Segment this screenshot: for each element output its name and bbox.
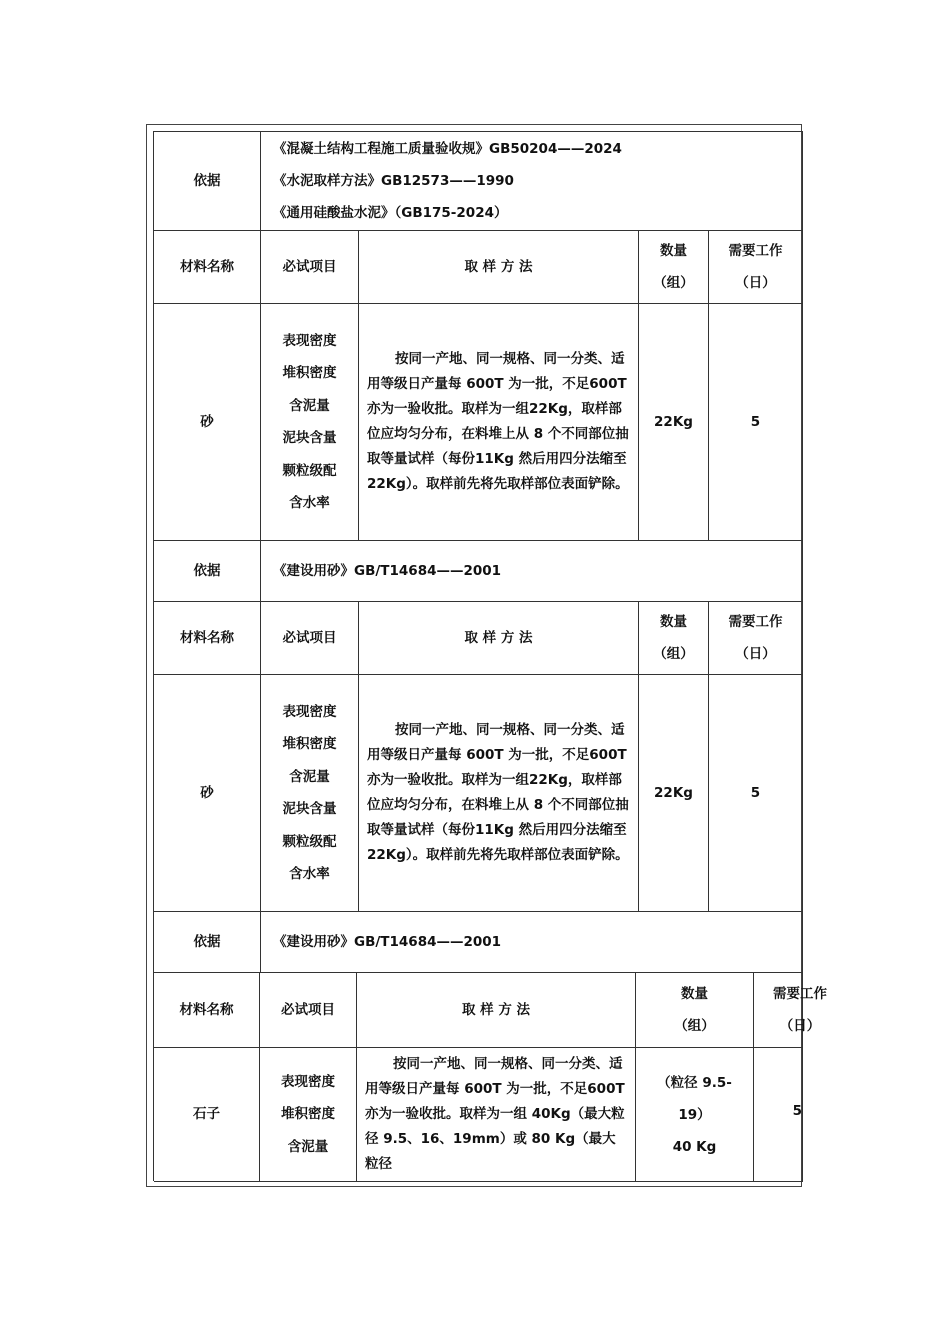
basis-label-cell <box>154 912 261 973</box>
basis-line: 《混凝土结构工程施工质量验收规》GB50204——2024 <box>273 141 622 157</box>
header-material <box>154 973 260 1048</box>
row-qty <box>639 675 709 912</box>
row-tests <box>261 675 359 912</box>
row-material <box>154 1048 260 1182</box>
header-days-unit: （日） <box>735 275 776 291</box>
row-qty <box>636 1048 754 1182</box>
header-material-label: 材料名称 <box>180 629 234 646</box>
header-days-label: 需要工作 <box>728 243 783 259</box>
basis-line: 《建设用砂》GB/T14684——2001 <box>273 933 502 950</box>
basis-label: 依据 <box>193 933 221 950</box>
header-material <box>154 231 261 304</box>
test-item: 泥块含量 <box>282 801 337 817</box>
header-qty <box>639 602 709 675</box>
basis-label: 依据 <box>193 172 221 189</box>
header-qty-unit: （组） <box>653 646 694 662</box>
header-qty <box>636 973 754 1048</box>
test-item: 泥块含量 <box>282 430 337 446</box>
material-name: 石子 <box>193 1106 220 1122</box>
test-item: 含泥量 <box>289 768 330 785</box>
test-item: 堆积密度 <box>281 1106 335 1123</box>
basis-label: 依据 <box>193 562 221 579</box>
basis-line: 《建设用砂》GB/T14684——2001 <box>273 562 502 579</box>
header-days-unit: （日） <box>735 646 776 662</box>
test-item: 颗粒级配 <box>282 833 337 850</box>
header-tests-label: 必试项目 <box>282 629 337 646</box>
test-item: 含水率 <box>289 866 330 882</box>
test-item: 表现密度 <box>282 332 337 349</box>
header-qty-label: 数量 <box>681 986 708 1002</box>
row-tests <box>260 1048 357 1182</box>
header-tests-label: 必试项目 <box>281 1001 335 1018</box>
header-qty-unit: （组） <box>674 1018 715 1034</box>
material-name: 砂 <box>200 413 214 430</box>
row-qty <box>639 304 709 541</box>
basis-content-cell <box>261 541 803 602</box>
header-tests <box>261 602 359 675</box>
test-item: 堆积密度 <box>282 736 337 752</box>
method-text: 按同一产地、同一规格、同一分类、适用等级日产量每 600T 为一批，不足600T 亦为一验收批。取样为一组22Kg，取样部位应均匀分布，在料堆上从 8 个不同部位抽取等量试样（每份11Kg 然后用四分法缩至 22Kg）。取样前先将先取样部位表面铲除。 <box>367 722 629 863</box>
row-tests <box>261 304 359 541</box>
row-days <box>754 1048 803 1182</box>
material-name: 砂 <box>200 784 214 801</box>
days-value: 5 <box>750 784 761 801</box>
method-text: 按同一产地、同一规格、同一分类、适用等级日产量每 600T 为一批，不足600T 亦为一验收批。取样为一组 40Kg（最大粒径 9.5、16、19mm）或 80 Kg（最大粒径 <box>365 1056 625 1172</box>
qty-value: 22Kg <box>654 413 693 430</box>
header-qty <box>639 231 709 304</box>
header-method <box>359 231 639 304</box>
header-days-label: 需要工作 <box>773 986 827 1002</box>
sampling-table <box>153 131 827 1181</box>
test-item: 表现密度 <box>282 703 337 720</box>
header-method-label: 取 样 方 法 <box>464 258 533 275</box>
row-days <box>709 304 803 541</box>
test-item: 堆积密度 <box>282 365 337 381</box>
row-method <box>359 675 639 912</box>
qty-line: （粒径 9.5- <box>657 1074 732 1091</box>
row-material <box>154 304 261 541</box>
qty-value: 22Kg <box>654 784 693 801</box>
header-material <box>154 602 261 675</box>
header-method <box>359 602 639 675</box>
test-item: 含水率 <box>289 495 330 511</box>
header-qty-label: 数量 <box>660 243 687 259</box>
basis-content-cell <box>261 912 803 973</box>
header-days-label: 需要工作 <box>728 614 783 630</box>
days-value: 5 <box>750 413 761 430</box>
header-tests-label: 必试项目 <box>282 258 337 275</box>
test-item: 含泥量 <box>289 397 330 414</box>
header-tests <box>260 973 357 1048</box>
basis-line: 《水泥取样方法》GB12573——1990 <box>273 173 514 189</box>
header-method-label: 取 样 方 法 <box>464 629 533 646</box>
row-method <box>357 1048 636 1182</box>
header-material-label: 材料名称 <box>180 258 234 275</box>
row-days <box>709 675 803 912</box>
header-tests <box>261 231 359 304</box>
header-method <box>357 973 636 1048</box>
basis-content-cell <box>261 132 803 231</box>
basis-line: 《通用硅酸盐水泥》（GB175-2024） <box>273 205 508 221</box>
basis-label-cell <box>154 132 261 231</box>
qty-line: 19） <box>678 1106 711 1123</box>
row-method <box>359 304 639 541</box>
header-days <box>709 231 803 304</box>
header-qty-label: 数量 <box>660 614 687 630</box>
header-qty-unit: （组） <box>653 275 694 291</box>
basis-label-cell <box>154 541 261 602</box>
qty-line: 40 Kg <box>672 1138 717 1155</box>
test-item: 含泥量 <box>287 1138 329 1155</box>
row-material <box>154 675 261 912</box>
header-days <box>709 602 803 675</box>
header-days-unit: （日） <box>779 1018 821 1034</box>
header-method-label: 取 样 方 法 <box>461 1001 531 1018</box>
test-item: 表现密度 <box>281 1073 335 1090</box>
header-days <box>754 973 827 1048</box>
header-material-label: 材料名称 <box>179 1001 234 1018</box>
test-item: 颗粒级配 <box>282 462 337 479</box>
method-text: 按同一产地、同一规格、同一分类、适用等级日产量每 600T 为一批，不足600T 亦为一验收批。取样为一组22Kg，取样部位应均匀分布，在料堆上从 8 个不同部位抽取等量试样（每份11Kg 然后用四分法缩至 22Kg）。取样前先将先取样部位表面铲除。 <box>367 351 629 492</box>
days-value: 5 <box>792 1103 802 1119</box>
